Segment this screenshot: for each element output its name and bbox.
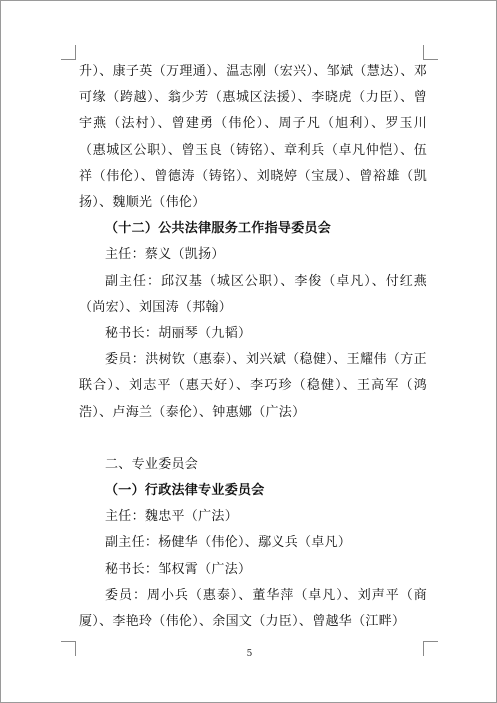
deputy-director-line-admin: 副主任：杨健华（伟伦）、鄢义兵（卓凡） [105,535,352,551]
heading-specialized-committees: 二、专业委员会 [105,456,199,472]
section-title-administrative-law: （一）行政法律专业委员会 [105,483,265,499]
deputy-director-line: 副主任：邱汉基（城区公职）、李俊（卓凡）、付红燕（尚宏）、刘国涛（邦翰） [79,273,427,315]
secretary-general-line-admin: 秘书长：邹权霄（广法） [105,561,252,577]
members-line: 委员：洪树钦（惠泰）、刘兴斌（稳健）、王耀伟（方正联合）、刘志平（惠天好）、李巧珍（稳健）、王高军（鸿浩）、卢海兰（泰伦）、钟惠娜（广法） [79,352,427,420]
crop-mark-top-left [61,45,76,60]
document-body [79,59,427,635]
section-title-public-legal-service: （十二）公共法律服务工作指导委员会 [105,221,332,237]
director-line-admin: 主任：魏忠平（广法） [105,509,239,525]
members-line-admin: 委员：周小兵（惠泰）、董华萍（卓凡）、刘声平（商厦）、李艳玲（伟伦）、余国文（力臣）、曾越华（江畔） [79,587,427,630]
member-list-continued: 升）、康子英（万理通）、温志刚（宏兴）、邹斌（慧达）、邓可缘（跨越）、翁少芳（惠城区法援）、李晓虎（力臣）、曾宇燕（法村）、曾建勇（伟伦）、周子凡（旭利）、罗玉川（惠城区公职）、曾玉良（铸铭）、章利兵（卓凡仲恺）、伍祥（伟伦）、曾德涛（铸铭）、刘晓婷（宝晟）、曾裕雄（凯扬）、魏顺光（伟伦） [79,64,427,211]
director-line: 主任：蔡义（凯扬） [105,247,225,263]
page-number: 5 [246,649,253,659]
crop-mark-top-right [423,45,438,60]
secretary-general-line: 秘书长：胡丽琴（九韬） [105,326,252,342]
paragraph-gap [79,426,427,452]
